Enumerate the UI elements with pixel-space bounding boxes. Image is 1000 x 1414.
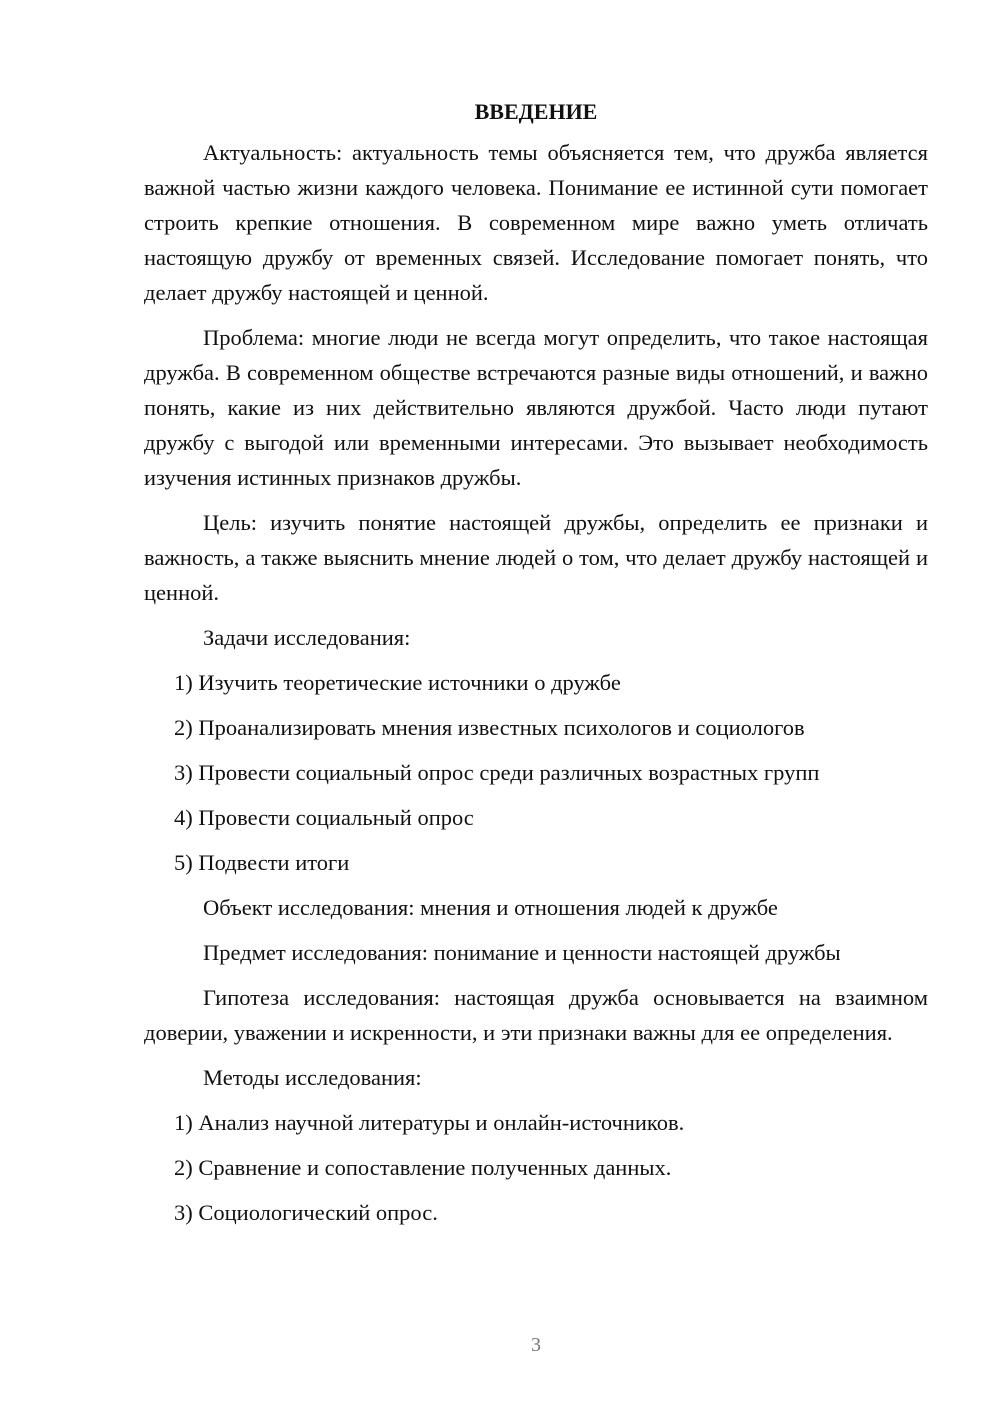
task-item-4: 4) Провести социальный опрос (174, 805, 474, 830)
page-content (144, 94, 928, 1240)
problem-paragraph: Проблема: многие люди не всегда могут определить, что такое настоящая дружба. В современном обществе встречаются разные виды отношений, и важно понять, какие из них действительно являются дружбой. Часто люди путают дружбу с выгодой или временными интересами. Это вызывает необходимость изучения истинных признаков дружбы. (144, 325, 928, 490)
task-item-3: 3) Провести социальный опрос среди различных возрастных групп (174, 760, 820, 785)
research-object: Объект исследования: мнения и отношения людей к дружбе (203, 895, 778, 920)
tasks-list (144, 665, 928, 880)
task-item-5: 5) Подвести итоги (174, 850, 350, 875)
method-item-2: 2) Сравнение и сопоставление полученных данных. (174, 1155, 672, 1180)
hypothesis-paragraph: Гипотеза исследования: настоящая дружба основывается на взаимном доверии, уважении и искренности, и эти признаки важны для ее определения. (144, 985, 928, 1045)
research-subject: Предмет исследования: понимание и ценности настоящей дружбы (203, 940, 841, 965)
goal-paragraph: Цель: изучить понятие настоящей дружбы, определить ее признаки и важность, а также выяснить мнение людей о том, что делает дружбу настоящей и ценной. (144, 510, 928, 605)
page-title: ВВЕДЕНИЕ (474, 99, 598, 124)
task-item-2: 2) Проанализировать мнения известных психологов и социологов (174, 715, 805, 740)
method-item-3: 3) Социологический опрос. (174, 1200, 438, 1225)
page-number: 3 (531, 1334, 541, 1356)
task-item-1: 1) Изучить теоретические источники о дружбе (174, 670, 621, 695)
method-item-1: 1) Анализ научной литературы и онлайн-источников. (174, 1110, 685, 1135)
relevance-paragraph: Актуальность: актуальность темы объясняется тем, что дружба является важной частью жизни каждого человека. Понимание ее истинной сути помогает строить крепкие отношения. В современном мире важно уметь отличать настоящую дружбу от временных связей. Исследование помогает понять, что делает дружбу настоящей и ценной. (144, 140, 928, 305)
tasks-heading: Задачи исследования: (203, 625, 411, 650)
methods-heading: Методы исследования: (203, 1065, 422, 1090)
methods-list (144, 1105, 928, 1230)
